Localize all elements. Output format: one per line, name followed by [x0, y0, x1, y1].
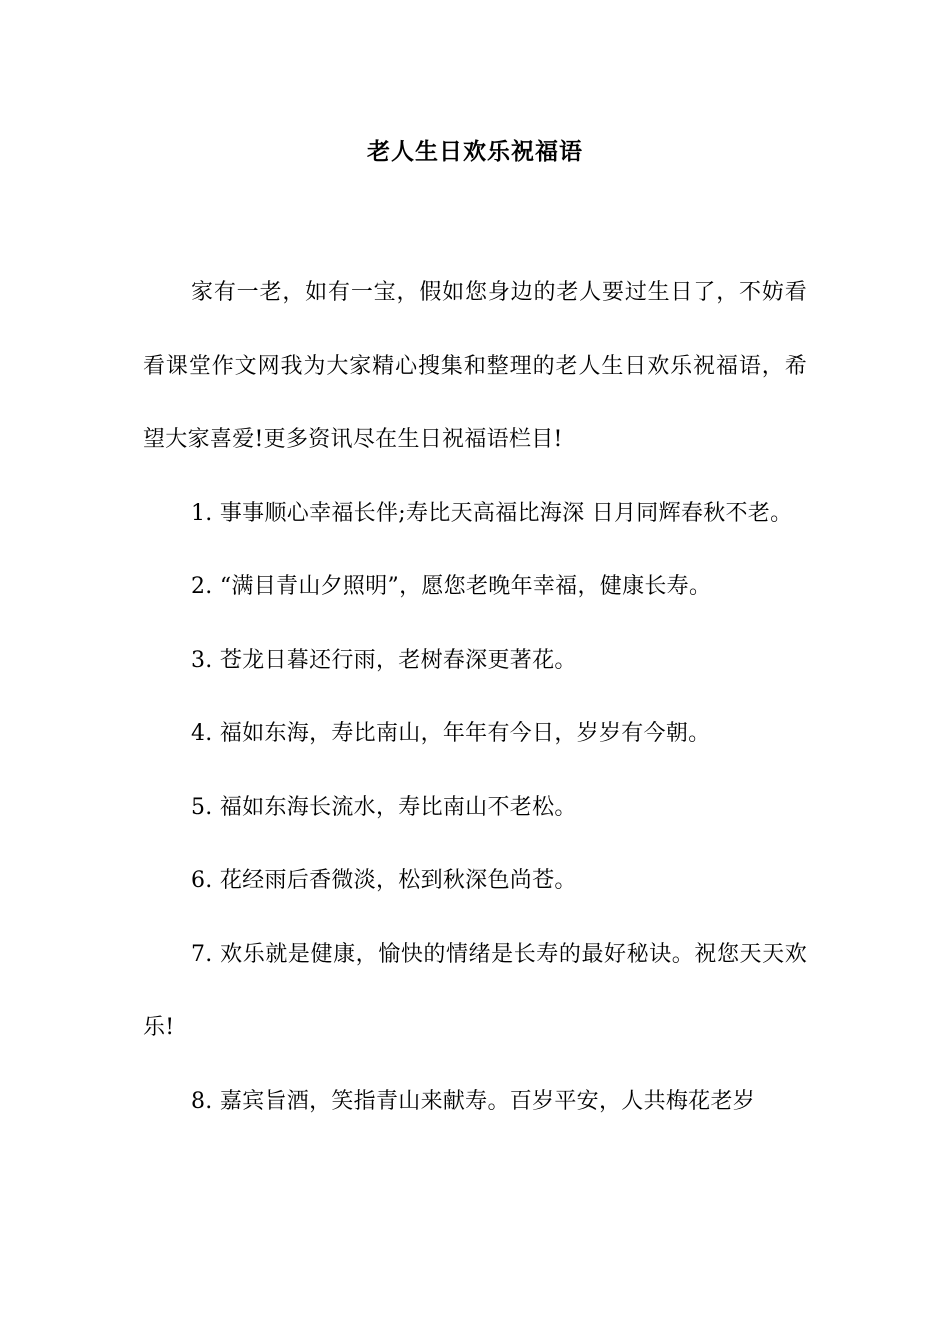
list-item: 3. 苍龙日暮还行雨，老树春深更著花。	[191, 647, 577, 673]
list-item: 6. 花经雨后香微淡，松到秋深色尚苍。	[191, 868, 577, 893]
document-title: 老人生日欢乐祝福语	[367, 139, 583, 165]
list-item: 4. 福如东海，寿比南山，年年有今日，岁岁有今朝。	[191, 721, 711, 746]
list-item: 5. 福如东海长流水，寿比南山不老松。	[191, 794, 577, 820]
document-body	[143, 256, 807, 1138]
list-item: 8. 嘉宾旨酒，笑指青山来献寿。百岁平安，人共梅花老岁	[191, 1088, 756, 1114]
list-item: 1. 事事顺心幸福长伴;寿比天高福比海深 日月同辉春秋不老。	[191, 500, 793, 526]
list-item: 2. “满目青山夕照明”，愿您老晚年幸福，健康长寿。	[191, 574, 712, 599]
intro-paragraph: 家有一老，如有一宝，假如您身边的老人要过生日了，不妨看看课堂作文网我为大家精心搜集和整理的老人生日欢乐祝福语，希望大家喜爱!更多资讯尽在生日祝福语栏目!	[143, 280, 807, 452]
list-item: 7. 欢乐就是健康，愉快的情绪是长寿的最好秘诀。祝您天天欢乐!	[143, 941, 807, 1040]
